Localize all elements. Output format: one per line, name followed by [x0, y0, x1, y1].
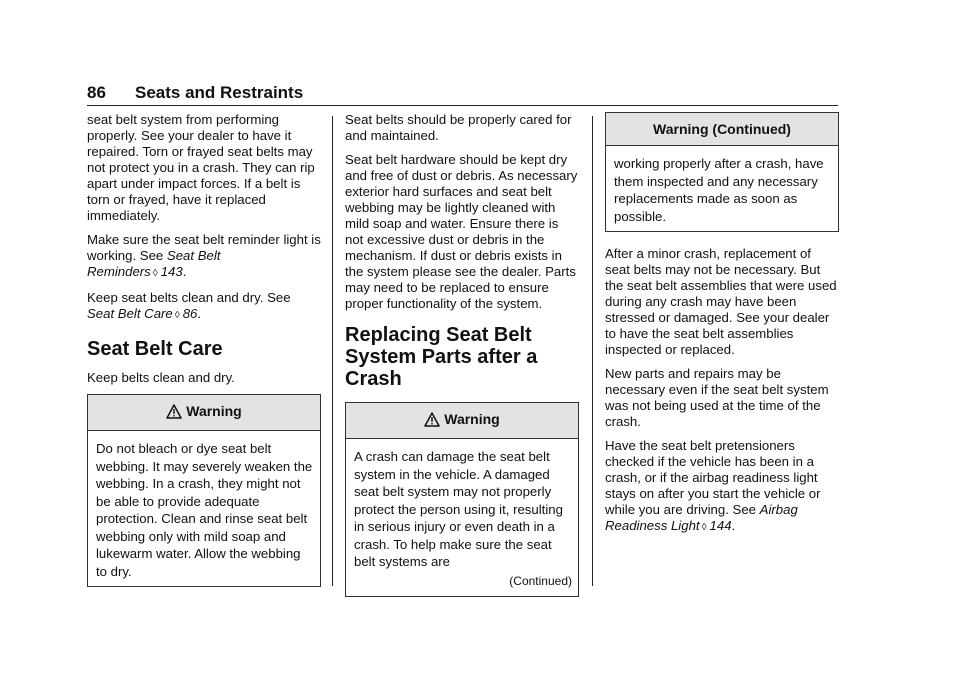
- warning-title: Warning: [186, 403, 242, 419]
- paragraph: seat belt system from performing properly. See your dealer to have it repaired. Torn or frayed seat belts may not protect you in a crash. They can rip apart under impact forces. If a belt is torn or frayed, have it replaced immediately.: [87, 112, 315, 223]
- page-reference[interactable]: 86: [182, 306, 198, 321]
- paragraph: Seat belts should be properly cared for and maintained.: [345, 112, 572, 143]
- cross-reference-link[interactable]: [87, 306, 197, 321]
- link-text[interactable]: Seat Belt Reminders: [87, 248, 221, 279]
- section-heading: Replacing Seat Belt System Parts after a Crash: [345, 324, 538, 390]
- warning-header: [606, 113, 838, 146]
- warning-box: [605, 112, 839, 232]
- text: .: [182, 264, 187, 279]
- paragraph: Keep belts clean and dry.: [87, 370, 235, 385]
- warning-box: [87, 394, 321, 587]
- text: Make sure the seat belt reminder light is working. See: [87, 232, 321, 263]
- page-reference-icon: ◊: [174, 310, 180, 321]
- paragraph: [87, 232, 321, 282]
- paragraph: [87, 290, 321, 324]
- page-reference-icon: ◊: [152, 268, 158, 279]
- column-2: [345, 112, 579, 597]
- warning-title: Warning: [444, 411, 500, 427]
- warning-triangle-icon: [424, 412, 440, 430]
- warning-body: [346, 439, 578, 596]
- warning-text: A crash can damage the seat belt system in the vehicle. A damaged seat belt system may not properly protect the person using it, resulting in serious injury or even death in a crash. To help make sure the seat belt systems are: [354, 449, 563, 569]
- continued-label: (Continued): [509, 573, 572, 588]
- warning-body: [88, 431, 320, 586]
- warning-text: Do not bleach or dye seat belt webbing. It may severely weaken the webbing. In a crash, they might not be able to provide adequate protection. Clean and rinse seat belt webbing only with mild soap and lukewarm water. Allow the webbing to dry.: [96, 441, 313, 579]
- section-title: Seats and Restraints: [135, 83, 304, 102]
- link-text[interactable]: Seat Belt Care: [87, 306, 173, 321]
- page-reference-icon: ◊: [701, 522, 707, 533]
- warning-body: [606, 146, 838, 231]
- paragraph: After a minor crash, replacement of seat belts may not be necessary. But the seat belt assemblies that were used during any crash may have been stressed or damaged. See your dealer to have the seat belt assemblies inspected or replaced.: [605, 246, 837, 357]
- column-1: [87, 112, 321, 587]
- page-reference[interactable]: 144: [709, 518, 732, 533]
- section-heading: Seat Belt Care: [87, 338, 223, 360]
- column-divider: [592, 116, 593, 586]
- text: Have the seat belt pretensioners checked if the vehicle has been in a crash, or if the airbag readiness light stays on after you start the vehicle or while you are driving. See: [605, 438, 821, 517]
- page-number: 86: [87, 83, 106, 102]
- warning-text: working properly after a crash, have them inspected and any necessary replacements made as soon as possible.: [614, 156, 824, 224]
- text: .: [197, 306, 202, 321]
- text: .: [731, 518, 736, 533]
- text: Keep seat belts clean and dry. See: [87, 290, 291, 305]
- warning-header: [88, 395, 320, 431]
- warning-box: [345, 402, 579, 597]
- link-text[interactable]: Airbag Readiness Light: [605, 502, 798, 533]
- page-header: [87, 83, 838, 106]
- paragraph: New parts and repairs may be necessary even if the seat belt system was not being used at the time of the crash.: [605, 366, 829, 429]
- warning-title: Warning (Continued): [653, 121, 791, 137]
- paragraph: Seat belt hardware should be kept dry and free of dust or debris. As necessary exterior hard surfaces and seat belt webbing may be lightly cleaned with mild soap and water. Ensure there is not excessive dust or debris in the mechanism. If dust or debris exists in the system please see the dealer. Parts may need to be replaced to ensure proper functionality of the system.: [345, 152, 578, 311]
- page-reference[interactable]: 143: [160, 264, 183, 279]
- warning-triangle-icon: [166, 404, 182, 422]
- paragraph: [605, 438, 839, 536]
- warning-header: [346, 403, 578, 439]
- column-3: [605, 112, 839, 544]
- column-divider: [332, 116, 333, 586]
